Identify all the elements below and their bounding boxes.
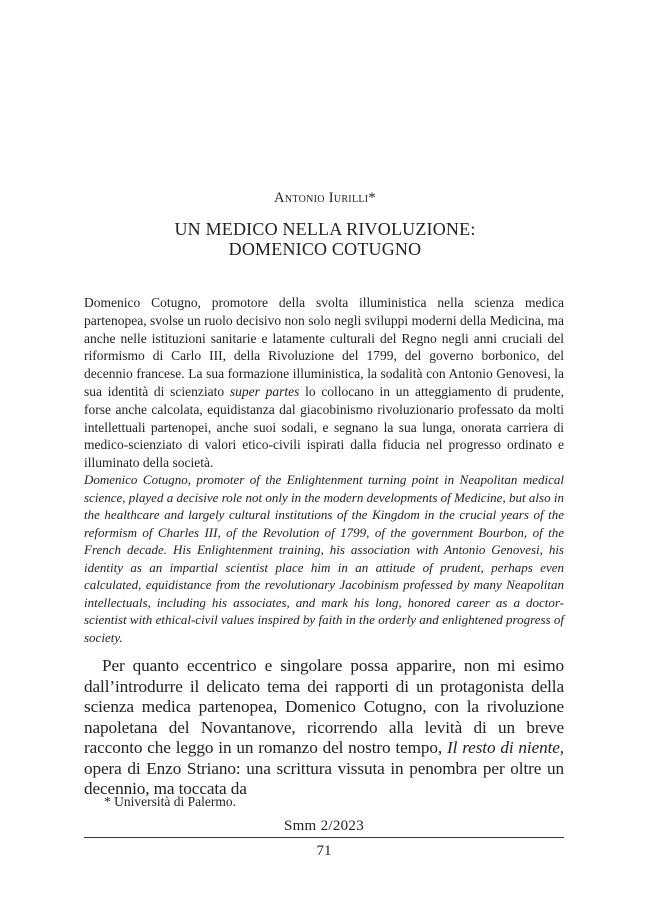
book-title: Il resto di niente, bbox=[447, 738, 565, 757]
body-text: Per quanto eccentrico e singolare possa apparire, non mi esimo dall’introdurre il delicato tema dei rapporti di un protagonista della scienza medica partenopea, Domenico Cotugno, con la rivoluzione napoletana del Novantanove, ricorrendo alla levità di un breve racconto che leggo in un romanzo del nostro tempo, bbox=[84, 656, 564, 757]
abstract-english: Domenico Cotugno, promoter of the Enlightenment turning point in Neapolitan medical science, played a decisive role not only in the modern developments of Medicine, but also in the healthcare and largely cultural institutions of the Kingdom in the crucial years of the reformism of Charles III, of the Revolution of 1799, of the government Bourbon, of the French decade. His Enlightenment training, his association with Antonio Genovesi, his identity as an impartial scientist place him in an attitude of prudent, perhaps even calculated, equidistance from the revolutionary Jacobinism professed by many Neapolitan intellectuals, including his associates, and mark his long, honored career as a doctor-scientist with ethical-civil values inspired by faith in the orderly and enlightened progress of society. bbox=[84, 472, 564, 645]
abstract-italian-text-continued: lo collocano in un atteggiamento di prudente, forse anche calcolata, equidistanza dal giacobinismo rivoluzionario professato da molti intellettuali partenopei, anche suoi sodali, e segnano la sua lunga, onorata carriera di medico-scienziato di valori etico-civili ispirati dalla fiducia nel progresso ordinato e illuminato della società. bbox=[84, 383, 565, 471]
footnote: * Università di Palermo. bbox=[104, 794, 236, 809]
abstract-italian-emphasis: super partes bbox=[229, 383, 300, 399]
article-title bbox=[0, 219, 650, 259]
abstract-italian-text: Domenico Cotugno, promotore della svolta illuministica nella scienza medica partenopea, svolse un ruolo decisivo non solo negli sviluppi moderni della Medicina, ma anche nelle istituzioni sanitarie e latamente culturali del Regno negli anni cruciali del riformismo di Carlo III, della Rivoluzione del 1799, del governo borbonico, del decennio francese. La sua formazione illuministica, la sodalità con Antonio Genovesi, la sua identità di scienziato bbox=[84, 295, 564, 399]
journal-reference: Smm 2/2023 bbox=[283, 818, 365, 834]
title-line-2: DOMENICO COTUGNO bbox=[228, 239, 422, 259]
footer-rule bbox=[84, 837, 564, 838]
abstract-italian bbox=[84, 294, 564, 472]
body-text-continued: opera di Enzo Striano: una scrittura vissuta in penombra per oltre un decennio, ma toccata da bbox=[84, 758, 564, 798]
title-line-1: UN MEDICO NELLA RIVOLUZIONE: bbox=[174, 219, 476, 239]
page-number: 71 bbox=[316, 843, 332, 859]
body-paragraph bbox=[84, 656, 564, 800]
author-name: Antonio Iurilli* bbox=[274, 190, 376, 206]
